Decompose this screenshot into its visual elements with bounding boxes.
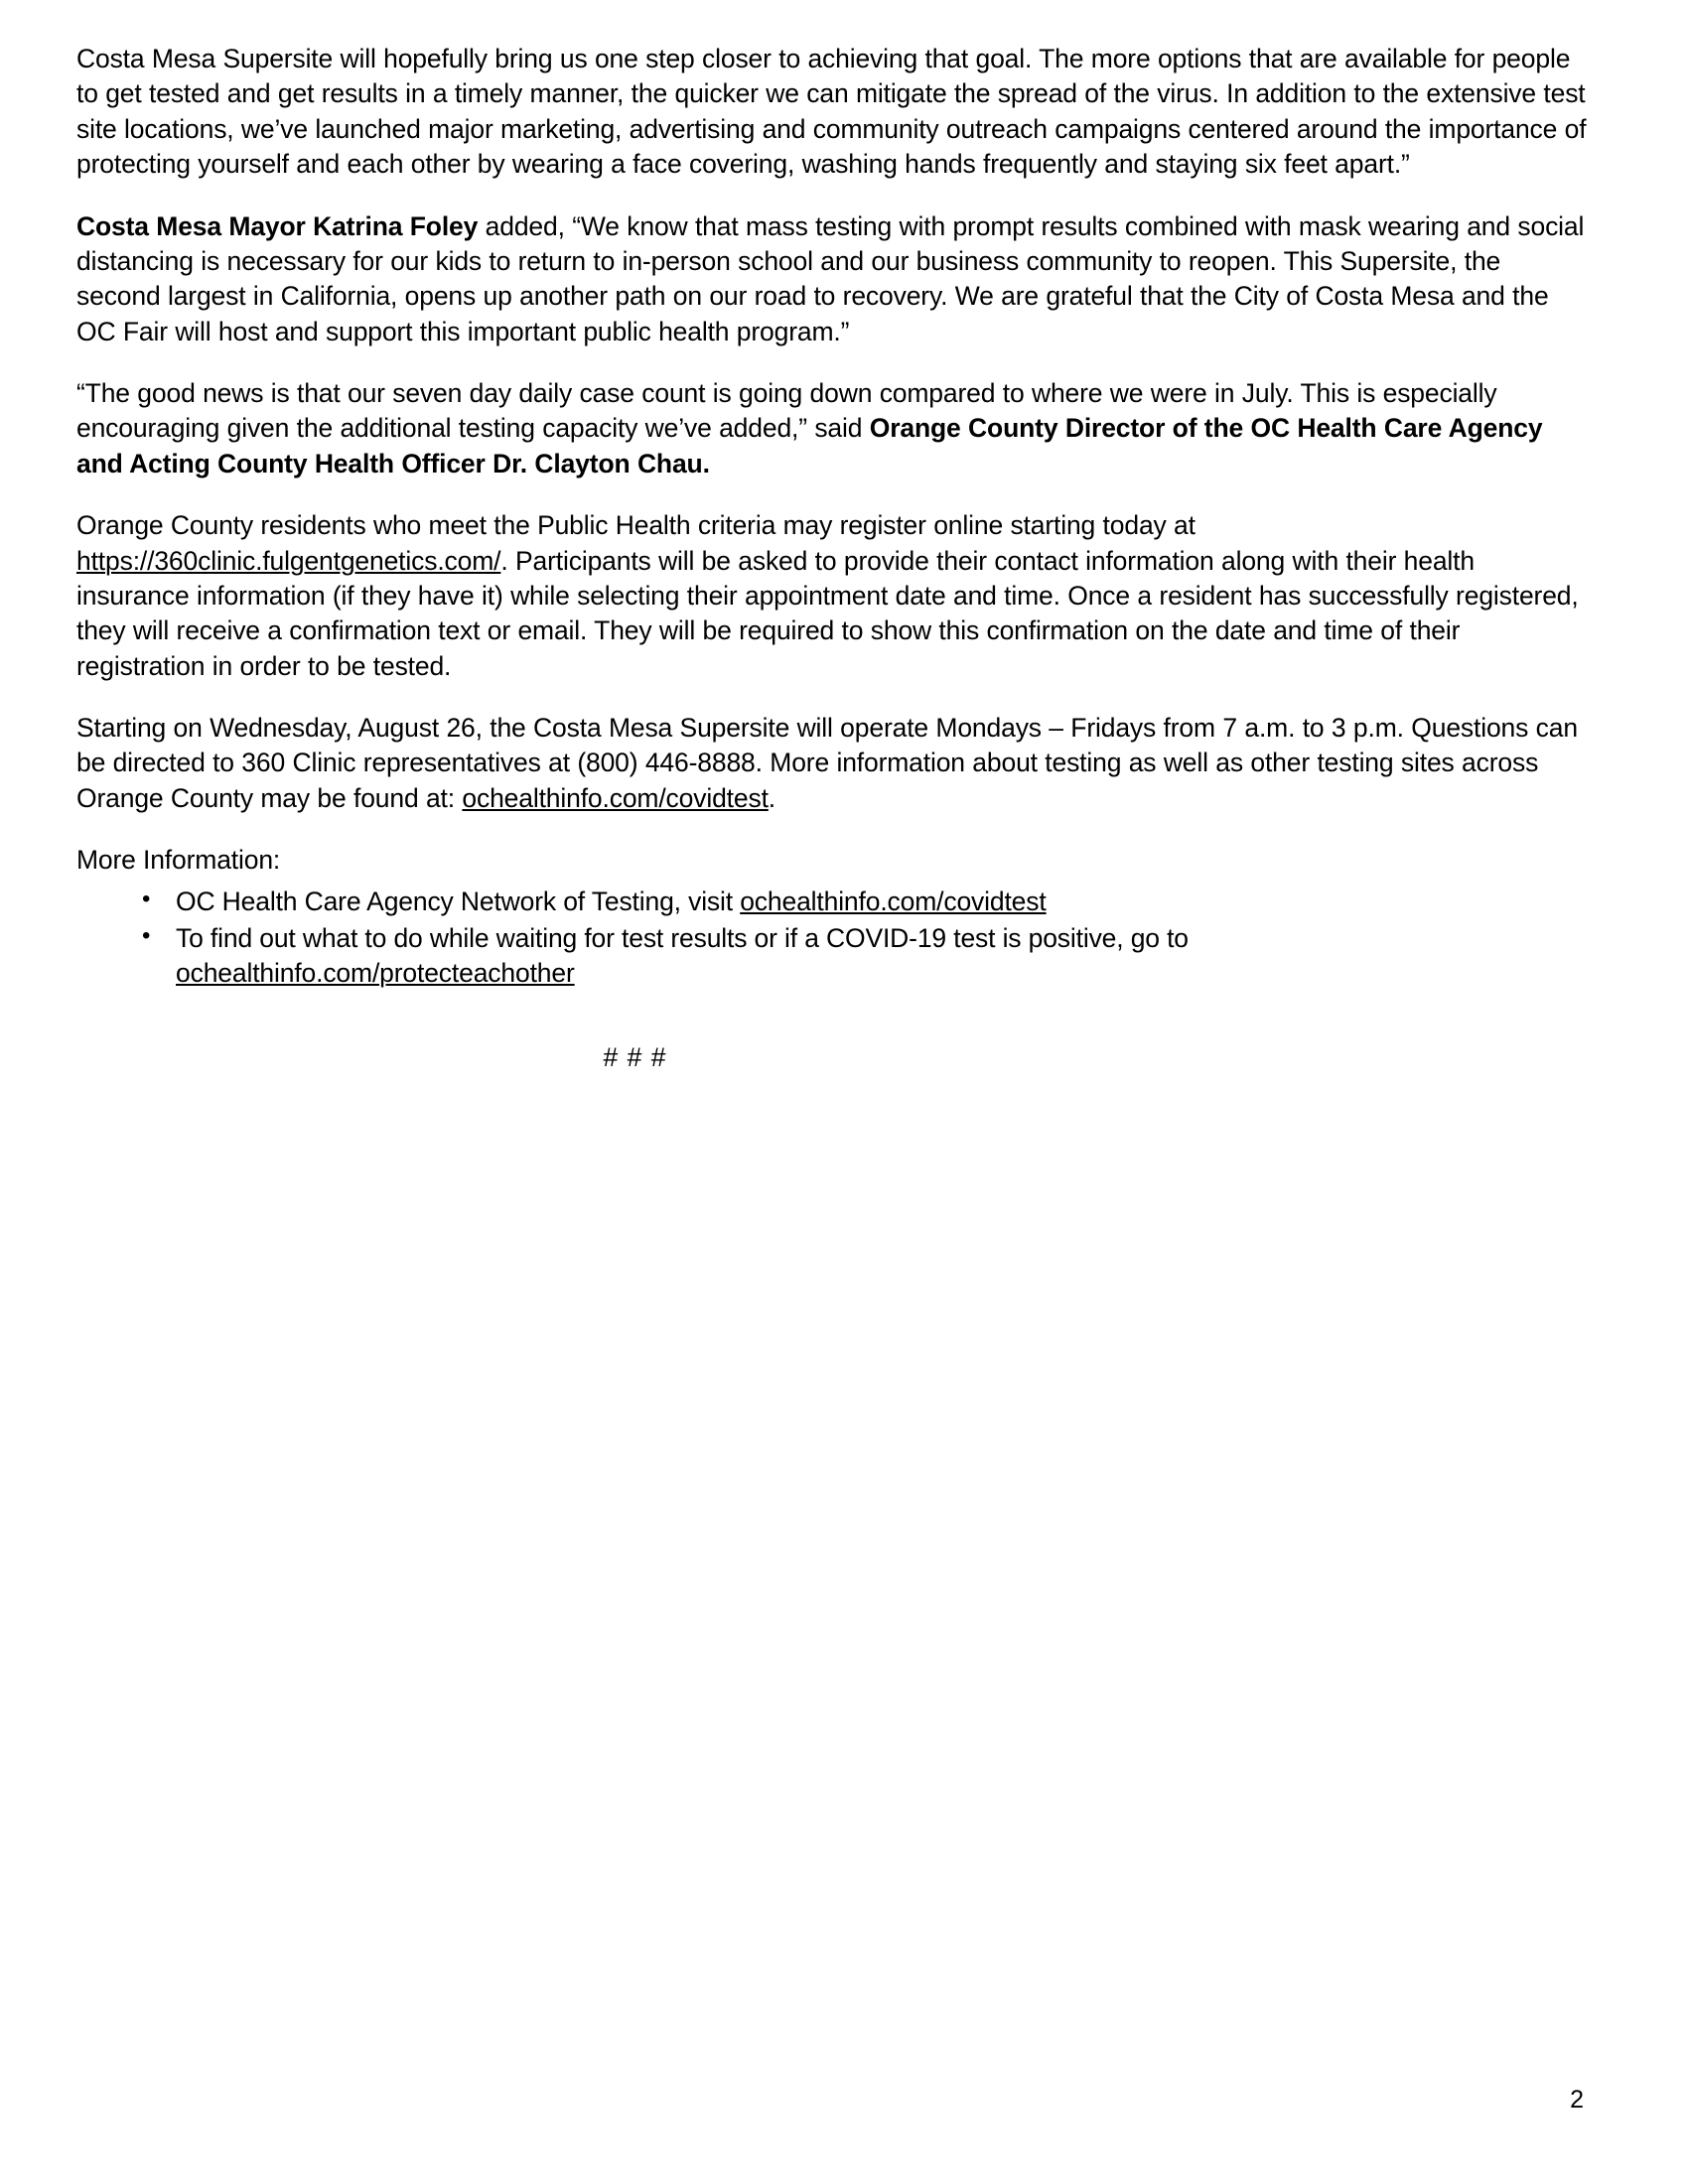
list-item-text — [176, 923, 1189, 988]
text-run: OC Health Care Agency Network of Testing, visit — [176, 886, 741, 916]
document-body — [76, 42, 1591, 1075]
hyperlink[interactable]: ochealthinfo.com/covidtest — [462, 782, 769, 813]
paragraph-5 — [76, 711, 1591, 816]
end-marker: # # # — [603, 1041, 667, 1072]
text-run: added, “We know that mass testing with prompt results combined with mask wearing and social distancing is necessary for our kids to return to in-person school and our business community to reopen. This Supersite, the second largest in California, opens up another path on our road to recovery. We are grateful that the City of Costa Mesa and the OC Fair will host and support this important public health program.” — [76, 210, 1585, 346]
paragraph-1 — [76, 42, 1591, 183]
text-run: Costa Mesa Supersite will hopefully bring us one step closer to achieving that goal. The more options that are available for people to get tested and get results in a timely manner, the quicker we can mitigate the spread of the virus. In addition to the extensive test site locations, we’ve launched major marketing, advertising and community outreach campaigns centered around the importance of protecting yourself and each other by wearing a face covering, washing hands frequently and staying six feet apart.” — [76, 44, 1587, 180]
more-information-label: More Information: — [76, 845, 281, 876]
paragraph-2 — [76, 209, 1591, 350]
bullet-icon: • — [142, 921, 151, 949]
hyperlink[interactable]: ochealthinfo.com/covidtest — [740, 886, 1047, 916]
bold-text: Costa Mesa Mayor Katrina Foley — [76, 210, 479, 241]
text-run: To find out what to do while waiting for test results or if a COVID-19 test is positive, go to — [176, 922, 1189, 953]
list-item — [142, 921, 1591, 992]
text-run: . — [768, 782, 776, 813]
more-information-list — [76, 885, 1591, 992]
page-number: 2 — [1570, 2086, 1584, 2114]
paragraph-4 — [76, 508, 1591, 684]
text-run: . Participants will be asked to provide their contact information along with their health insurance information (if they have it) while selecting their appointment date and time. Once a resident has successfully registered, they will receive a confirmation text or email. They will be required to show this confirmation on the date and time of their registration in order to be tested. — [76, 545, 1579, 681]
text-run: Starting on Wednesday, August 26, the Costa Mesa Supersite will operate Mondays – Fridays from 7 a.m. to 3 p.m. Questions can be directed to 360 Clinic representatives at (800) 446-8888. More information about testing as well as other testing sites across Orange County may be found at: — [76, 713, 1578, 813]
hyperlink[interactable]: ochealthinfo.com/protecteachother — [176, 958, 575, 989]
bold-text: Orange County Director of the OC Health Care Agency and Acting County Health Officer Dr. Clayton Chau. — [76, 413, 1543, 478]
hyperlink[interactable]: https://360clinic.fulgentgenetics.com/ — [76, 545, 501, 576]
text-run: “The good news is that our seven day daily case count is going down compared to where we were in July. This is especially encouraging given the additional testing capacity we’ve added,” said — [76, 378, 1497, 444]
paragraph-3 — [76, 376, 1591, 481]
text-run: Orange County residents who meet the Public Health criteria may register online starting today at — [76, 510, 1196, 541]
list-item — [142, 885, 1591, 919]
bullet-icon: • — [142, 885, 151, 912]
list-item-text — [176, 887, 1047, 916]
